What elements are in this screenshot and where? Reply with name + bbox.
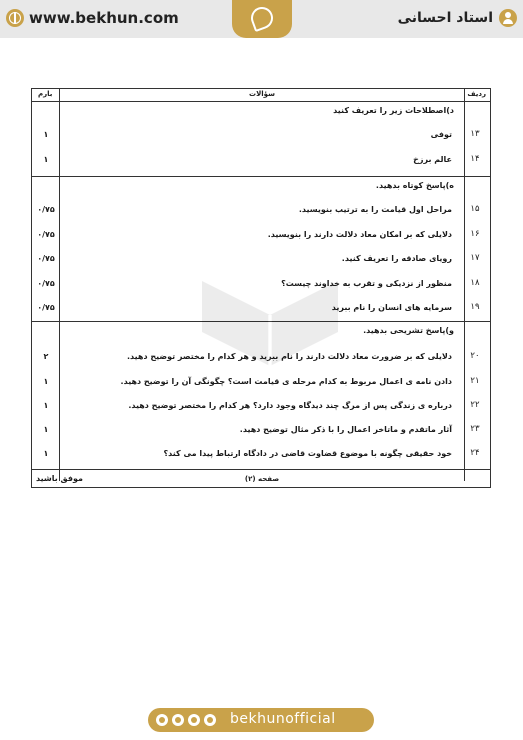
question-score: ۰/۷۵ bbox=[37, 303, 55, 312]
good-luck-text: موفق باشید bbox=[36, 474, 83, 483]
youtube-icon[interactable] bbox=[172, 714, 184, 726]
question-text: توفی bbox=[430, 130, 452, 139]
divider-section-1 bbox=[32, 176, 490, 177]
question-number: ۱۷ bbox=[470, 253, 480, 263]
question-score: ۰/۷۵ bbox=[37, 230, 55, 239]
divider-score-column bbox=[59, 89, 60, 481]
question-text: درباره ی زندگی پس از مرگ چند دیدگاه وجود دارد؟ هر کدام را مختصر توضیح دهید. bbox=[128, 401, 452, 410]
question-score: ۰/۷۵ bbox=[37, 254, 55, 263]
question-text: دلایلی که بر امکان معاد دلالت دارند را بنویسید. bbox=[267, 230, 452, 239]
divider-header bbox=[32, 101, 490, 102]
website-text: www.bekhun.com bbox=[29, 9, 179, 27]
social-handle[interactable]: bekhunofficial bbox=[230, 711, 336, 727]
divider-footer bbox=[32, 469, 490, 470]
question-text: رویای صادقه را تعریف کنید. bbox=[341, 254, 452, 263]
question-score: ۲ bbox=[43, 352, 49, 361]
question-text: عالم برزخ bbox=[413, 155, 452, 164]
divider-number-column bbox=[464, 89, 465, 481]
column-header-barem: بارم bbox=[38, 90, 53, 98]
social-footer bbox=[148, 708, 374, 732]
question-text: آثار ماتقدم و ماتاخر اعمال را با ذکر مثال توضیح دهید. bbox=[239, 425, 452, 434]
question-number: ۲۲ bbox=[470, 400, 480, 410]
question-text: خود حقیقی چگونه با موضوع قضاوت قاضی در دادگاه ارتباط پیدا می کند؟ bbox=[163, 449, 452, 458]
question-number: ۲۱ bbox=[470, 376, 480, 386]
page-number: صفحه (۲) bbox=[244, 475, 280, 483]
question-number: ۲۰ bbox=[470, 351, 480, 361]
question-text: منظور از نزدیکی و تقرب به خداوند چیست؟ bbox=[281, 279, 452, 288]
question-text: سرمایه های انسان را نام ببرید bbox=[331, 303, 452, 312]
question-number: ۱۵ bbox=[470, 204, 480, 214]
question-score: ۱ bbox=[43, 377, 49, 386]
question-text: دادن نامه ی اعمال مربوط به کدام مرحله ی قیامت است؟ چگونگی آن را توضیح دهید. bbox=[120, 377, 452, 386]
question-number: ۱۹ bbox=[470, 302, 480, 312]
question-score: ۱ bbox=[43, 401, 49, 410]
question-number: ۱۸ bbox=[470, 278, 480, 288]
question-number: ۱۳ bbox=[470, 129, 480, 139]
question-score: ۰/۷۵ bbox=[37, 205, 55, 214]
question-score: ۱ bbox=[43, 425, 49, 434]
section-title-h: ه)پاسخ کوتاه بدهید. bbox=[375, 181, 454, 190]
brand-logo bbox=[232, 0, 292, 38]
teacher-name: استاد احسانی bbox=[397, 10, 493, 26]
column-header-questions: سؤالات bbox=[249, 90, 275, 98]
teacher-label bbox=[398, 7, 517, 29]
website-link[interactable] bbox=[6, 7, 179, 29]
user-icon bbox=[499, 9, 517, 27]
instagram-icon[interactable] bbox=[156, 714, 168, 726]
question-text: دلایلی که بر ضرورت معاد دلالت دارند را نام ببرید و هر کدام را مختصر توضیح دهید. bbox=[126, 352, 452, 361]
telegram-icon[interactable] bbox=[188, 714, 200, 726]
section-title-v: و)پاسخ تشریحی بدهید. bbox=[363, 326, 454, 335]
question-score: ۱ bbox=[43, 449, 49, 458]
logo-icon bbox=[248, 4, 276, 32]
question-text: مراحل اول قیامت را به ترتیب بنویسید. bbox=[298, 205, 452, 214]
question-number: ۱۴ bbox=[470, 154, 480, 164]
question-score: ۱ bbox=[43, 130, 49, 139]
question-number: ۲۳ bbox=[470, 424, 480, 434]
question-number: ۱۶ bbox=[470, 229, 480, 239]
question-score: ۱ bbox=[43, 155, 49, 164]
section-title-d: د)اصطلاحات زیر را تعریف کنید bbox=[333, 106, 454, 115]
page-header bbox=[0, 0, 523, 38]
column-header-radif: ردیف bbox=[467, 90, 486, 98]
question-number: ۲۴ bbox=[470, 448, 480, 458]
globe-icon bbox=[6, 9, 24, 27]
watermark-book-icon bbox=[185, 230, 355, 400]
aparat-icon[interactable] bbox=[204, 714, 216, 726]
question-score: ۰/۷۵ bbox=[37, 279, 55, 288]
